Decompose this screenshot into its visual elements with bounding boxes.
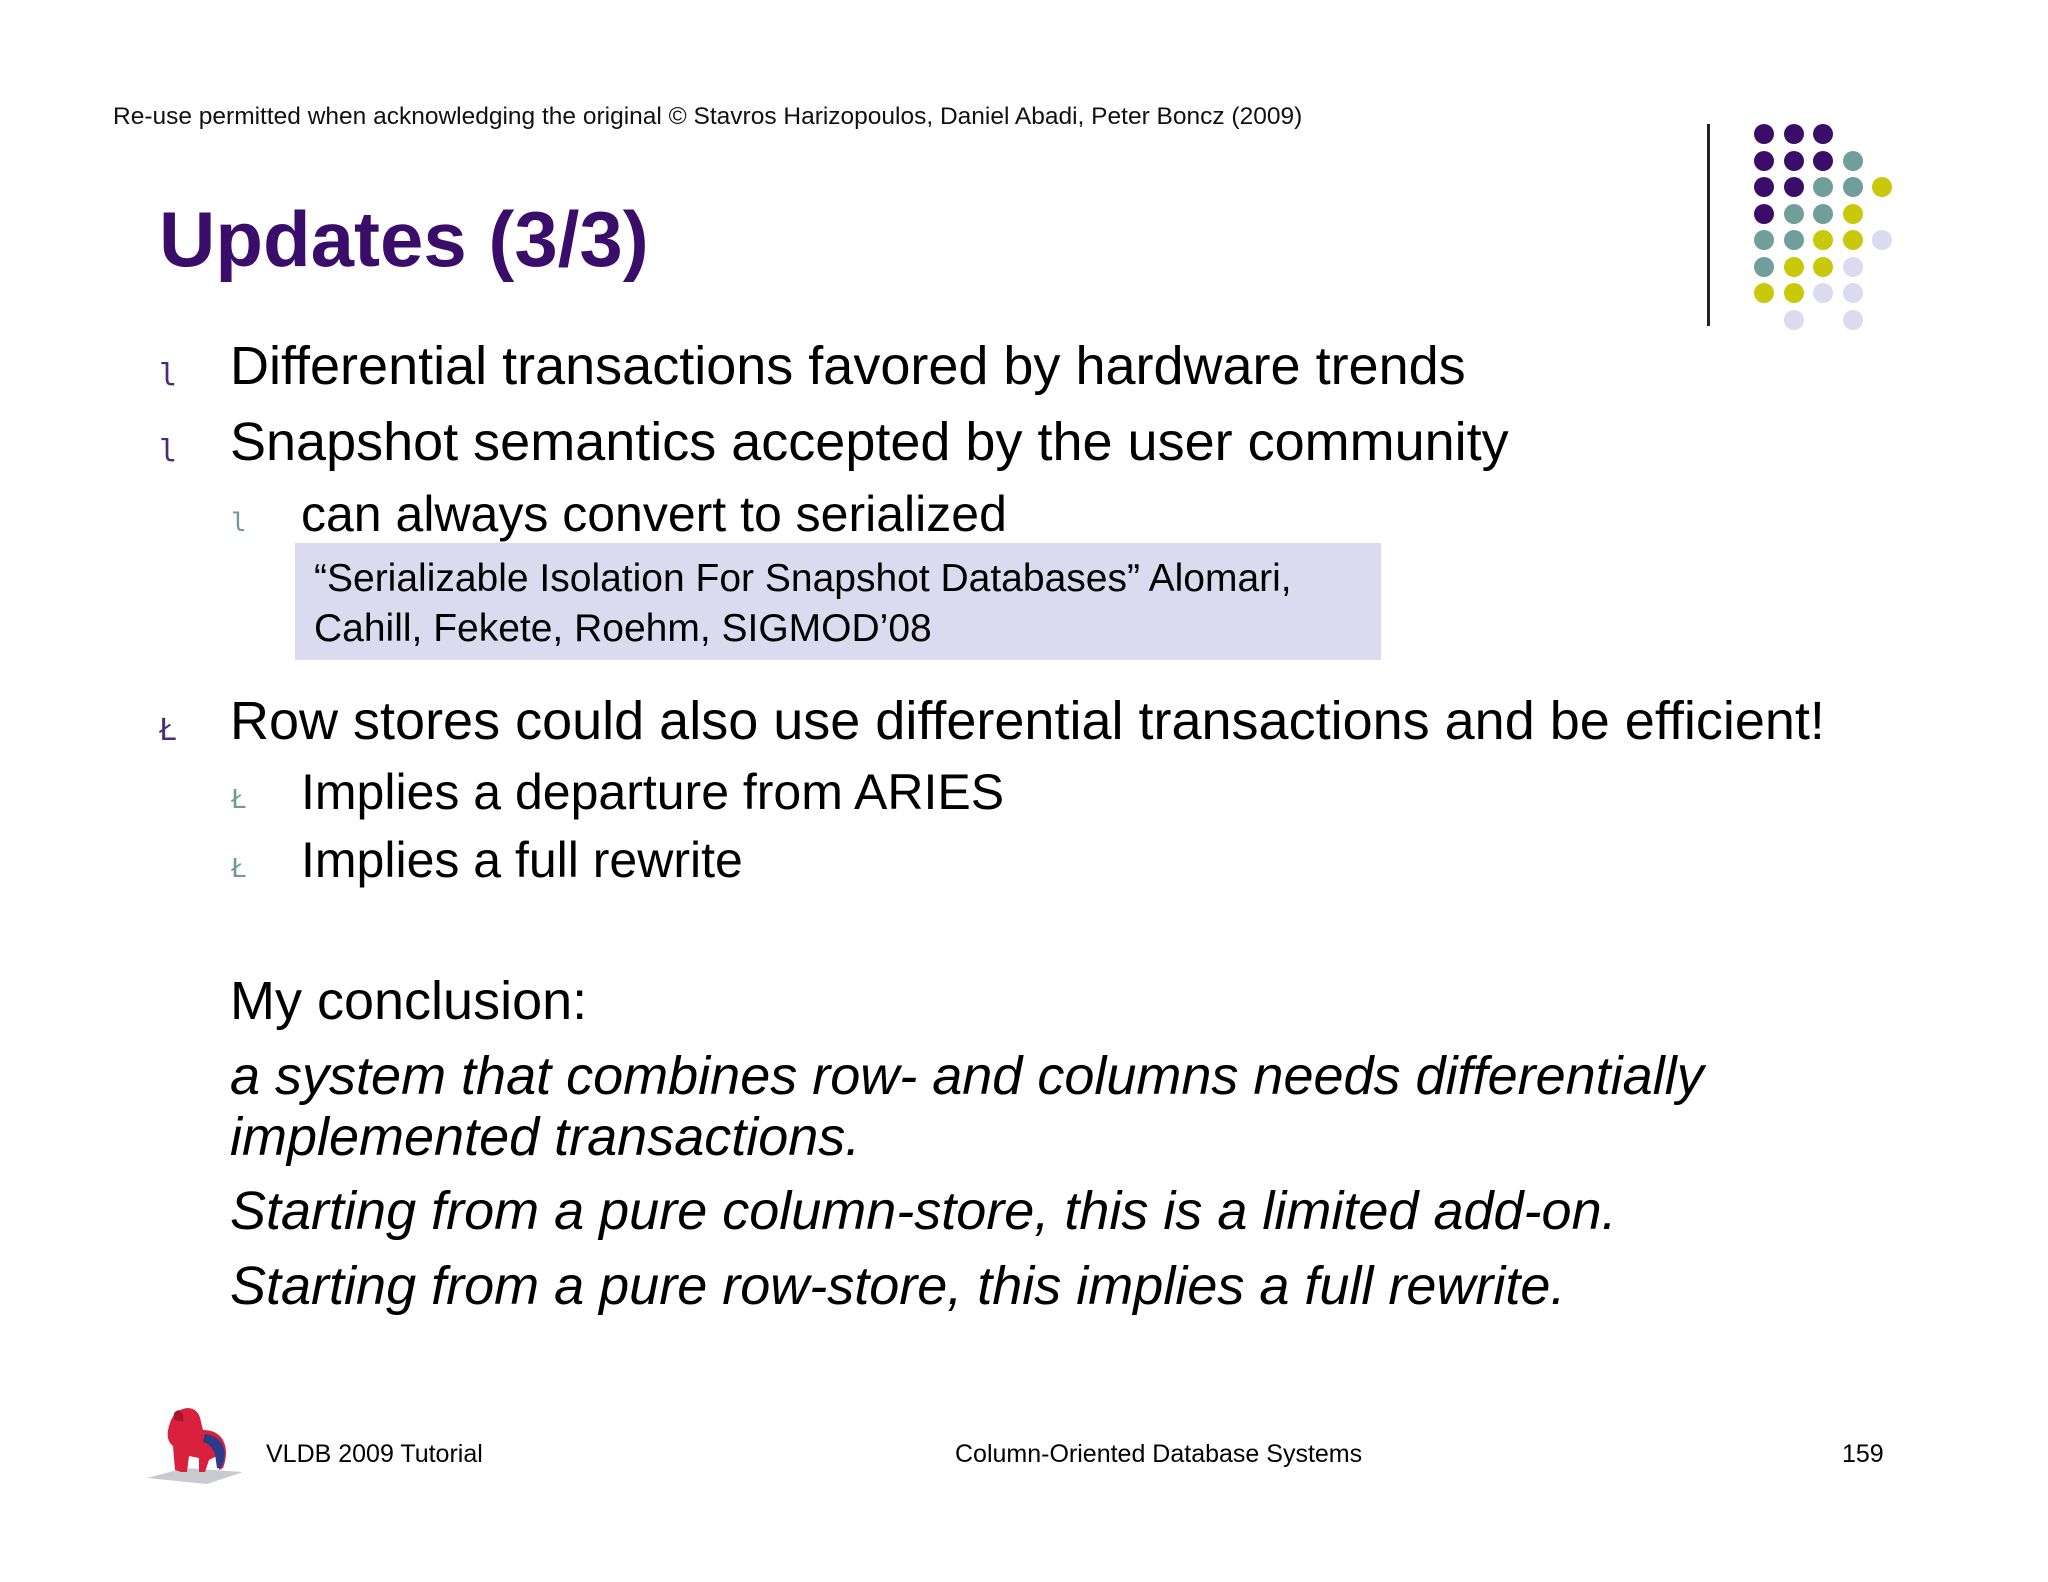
page-number: 159	[1842, 1440, 1884, 1468]
decorative-dot	[1754, 283, 1774, 303]
decorative-dot	[1754, 230, 1774, 250]
sub-bullet-text: Implies a full rewrite	[301, 832, 743, 888]
copyright-notice: Re-use permitted when acknowledging the original © Stavros Harizopoulos, Daniel Abadi, Peter Boncz (2009)	[113, 103, 1303, 130]
decorative-dot	[1813, 124, 1833, 144]
decorative-dot	[1872, 230, 1892, 250]
decorative-dot	[1754, 204, 1774, 224]
decorative-dot	[1784, 177, 1804, 197]
decorative-dot	[1754, 257, 1774, 277]
slide-title: Updates (3/3)	[159, 195, 649, 283]
decorative-dot	[1843, 283, 1863, 303]
sub-bullet-text: Implies a departure from ARIES	[301, 764, 1005, 820]
decorative-dot	[1813, 230, 1833, 250]
footer-center: Column-Oriented Database Systems	[955, 1440, 1363, 1468]
bullet-marker: l	[159, 434, 178, 469]
decorative-dot	[1754, 177, 1774, 197]
title-divider	[1707, 124, 1710, 326]
decorative-dot	[1843, 151, 1863, 171]
decorative-dot	[1813, 177, 1833, 197]
decorative-dot	[1754, 151, 1774, 171]
decorative-dot	[1784, 124, 1804, 144]
bullet-marker: l	[159, 358, 178, 393]
conclusion-line: implemented transactions.	[230, 1107, 861, 1167]
decorative-dot	[1813, 204, 1833, 224]
lion-statue-logo	[145, 1400, 245, 1484]
bullet-text: Snapshot semantics accepted by the user community	[230, 412, 1509, 472]
reference-line: Cahill, Fekete, Roehm, SIGMOD’08	[314, 607, 932, 650]
conclusion-line: Starting from a pure row-store, this implies a full rewrite.	[230, 1256, 1566, 1316]
sub-bullet-text: can always convert to serialized	[301, 486, 1007, 542]
decorative-dot	[1813, 283, 1833, 303]
decorative-dot	[1784, 257, 1804, 277]
decorative-dot	[1754, 124, 1774, 144]
decorative-dot	[1843, 204, 1863, 224]
decorative-dot	[1784, 230, 1804, 250]
decorative-dot	[1813, 257, 1833, 277]
decorative-dot	[1784, 151, 1804, 171]
sub-bullet-marker: Ł	[231, 854, 247, 884]
decorative-dot	[1843, 310, 1863, 330]
decorative-dot	[1784, 283, 1804, 303]
decorative-dot	[1872, 177, 1892, 197]
reference-line: “Serializable Isolation For Snapshot Databases” Alomari,	[314, 557, 1292, 600]
footer-left: VLDB 2009 Tutorial	[266, 1440, 483, 1468]
bullet-text: Differential transactions favored by hardware trends	[230, 336, 1466, 396]
decorative-dot	[1843, 257, 1863, 277]
reference-box	[295, 543, 1381, 660]
conclusion-heading: My conclusion:	[230, 971, 588, 1031]
decorative-dot	[1813, 151, 1833, 171]
decorative-dot	[1784, 310, 1804, 330]
sub-bullet-marker: l	[231, 508, 247, 538]
bullet-text: Row stores could also use differential transactions and be efficient!	[230, 691, 1825, 751]
bullet-marker: Ł	[159, 713, 178, 748]
decorative-dot	[1843, 230, 1863, 250]
sub-bullet-marker: Ł	[231, 785, 247, 815]
decorative-dot	[1843, 177, 1863, 197]
conclusion-line: a system that combines row- and columns needs differentially	[230, 1046, 1704, 1106]
decorative-dot	[1784, 204, 1804, 224]
conclusion-line: Starting from a pure column-store, this is a limited add-on.	[230, 1181, 1617, 1241]
